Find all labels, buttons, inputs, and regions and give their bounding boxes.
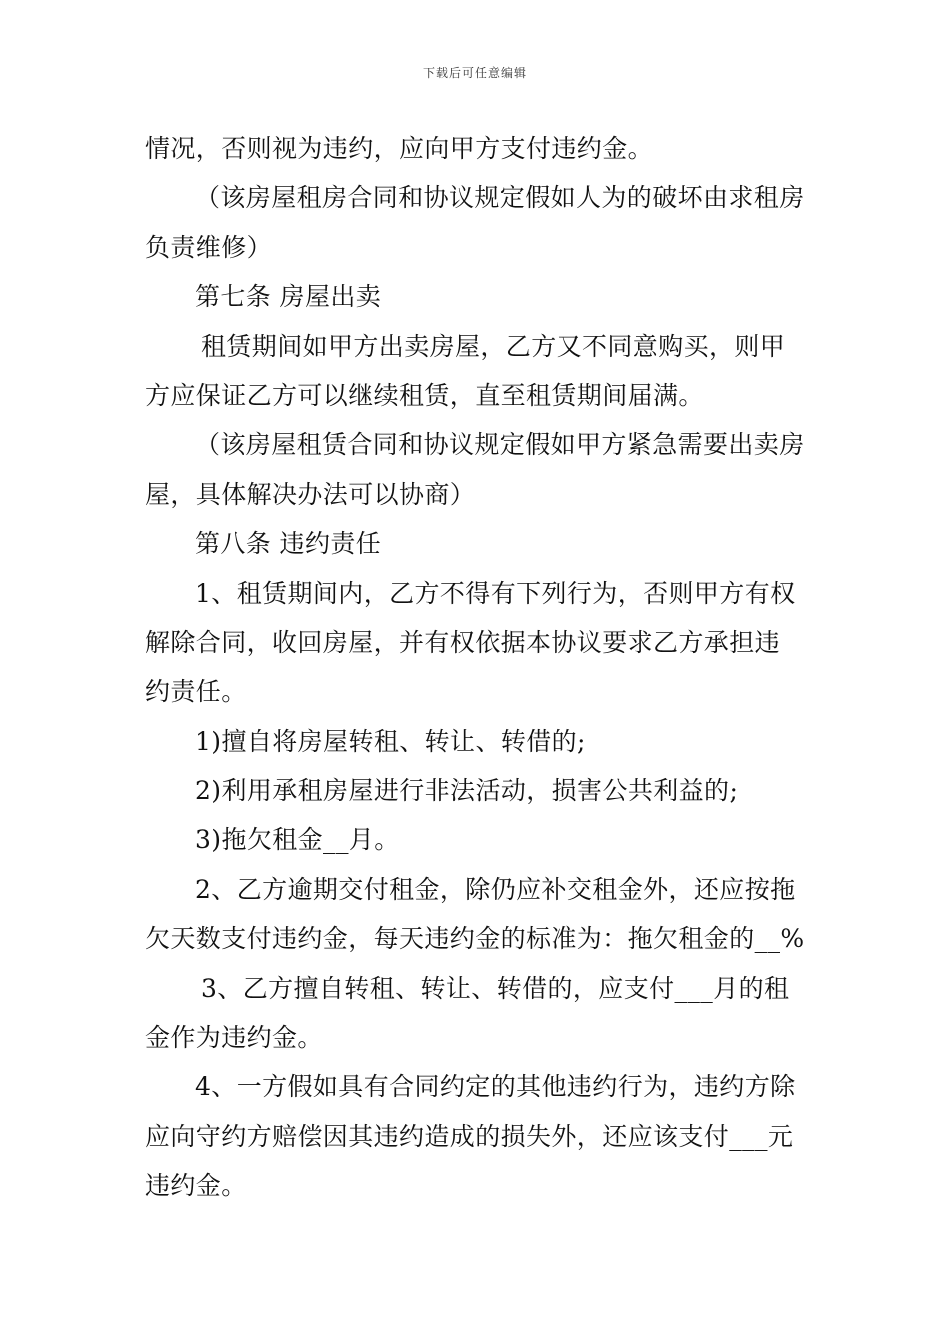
paragraph-line: 4、一方假如具有合同约定的其他违约行为，违约方除 bbox=[195, 1072, 796, 1102]
list-item: 2)利用承租房屋进行非法活动，损害公共利益的; bbox=[195, 776, 739, 806]
document-body bbox=[145, 124, 810, 1211]
paragraph-line: （该房屋租房合同和协议规定假如人为的破坏由求租房 bbox=[195, 183, 805, 213]
paragraph-line: 金作为违约金。 bbox=[145, 1023, 323, 1053]
paragraph-line: 约责任。 bbox=[145, 677, 247, 707]
section-heading-7: 第七条 房屋出卖 bbox=[195, 282, 382, 312]
page-header: 下载后可任意编辑 bbox=[422, 66, 527, 80]
paragraph-line: 3、乙方擅自转租、转让、转借的，应支付___月的租 bbox=[201, 973, 790, 1003]
paragraph-line: （该房屋租赁合同和协议规定假如甲方紧急需要出卖房 bbox=[195, 430, 805, 460]
paragraph-line: 方应保证乙方可以继续租赁，直至租赁期间届满。 bbox=[145, 380, 704, 410]
section-heading-8: 第八条 违约责任 bbox=[195, 529, 382, 559]
paragraph-line: 情况，否则视为违约，应向甲方支付违约金。 bbox=[145, 134, 654, 163]
paragraph-line: 1、租赁期间内，乙方不得有下列行为，否则甲方有权 bbox=[195, 578, 796, 608]
paragraph-line: 租赁期间如甲方出卖房屋，乙方又不同意购买，则甲 bbox=[201, 331, 786, 361]
paragraph-line: 负责维修） bbox=[145, 232, 273, 262]
paragraph-line: 应向守约方赔偿因其违约造成的损失外，还应该支付___元 bbox=[145, 1121, 794, 1151]
paragraph-line: 欠天数支付违约金，每天违约金的标准为：拖欠租金的__% bbox=[145, 924, 805, 954]
paragraph-line: 解除合同，收回房屋，并有权依据本协议要求乙方承担违 bbox=[145, 627, 781, 657]
list-item: 1)擅自将房屋转租、转让、转借的; bbox=[195, 726, 586, 756]
paragraph-line: 屋，具体解决办法可以协商） bbox=[145, 479, 476, 509]
paragraph-line: 违约金。 bbox=[145, 1171, 247, 1201]
paragraph-line: 2、乙方逾期交付租金，除仍应补交租金外，还应按拖 bbox=[195, 874, 796, 904]
list-item: 3)拖欠租金__月。 bbox=[195, 825, 400, 855]
